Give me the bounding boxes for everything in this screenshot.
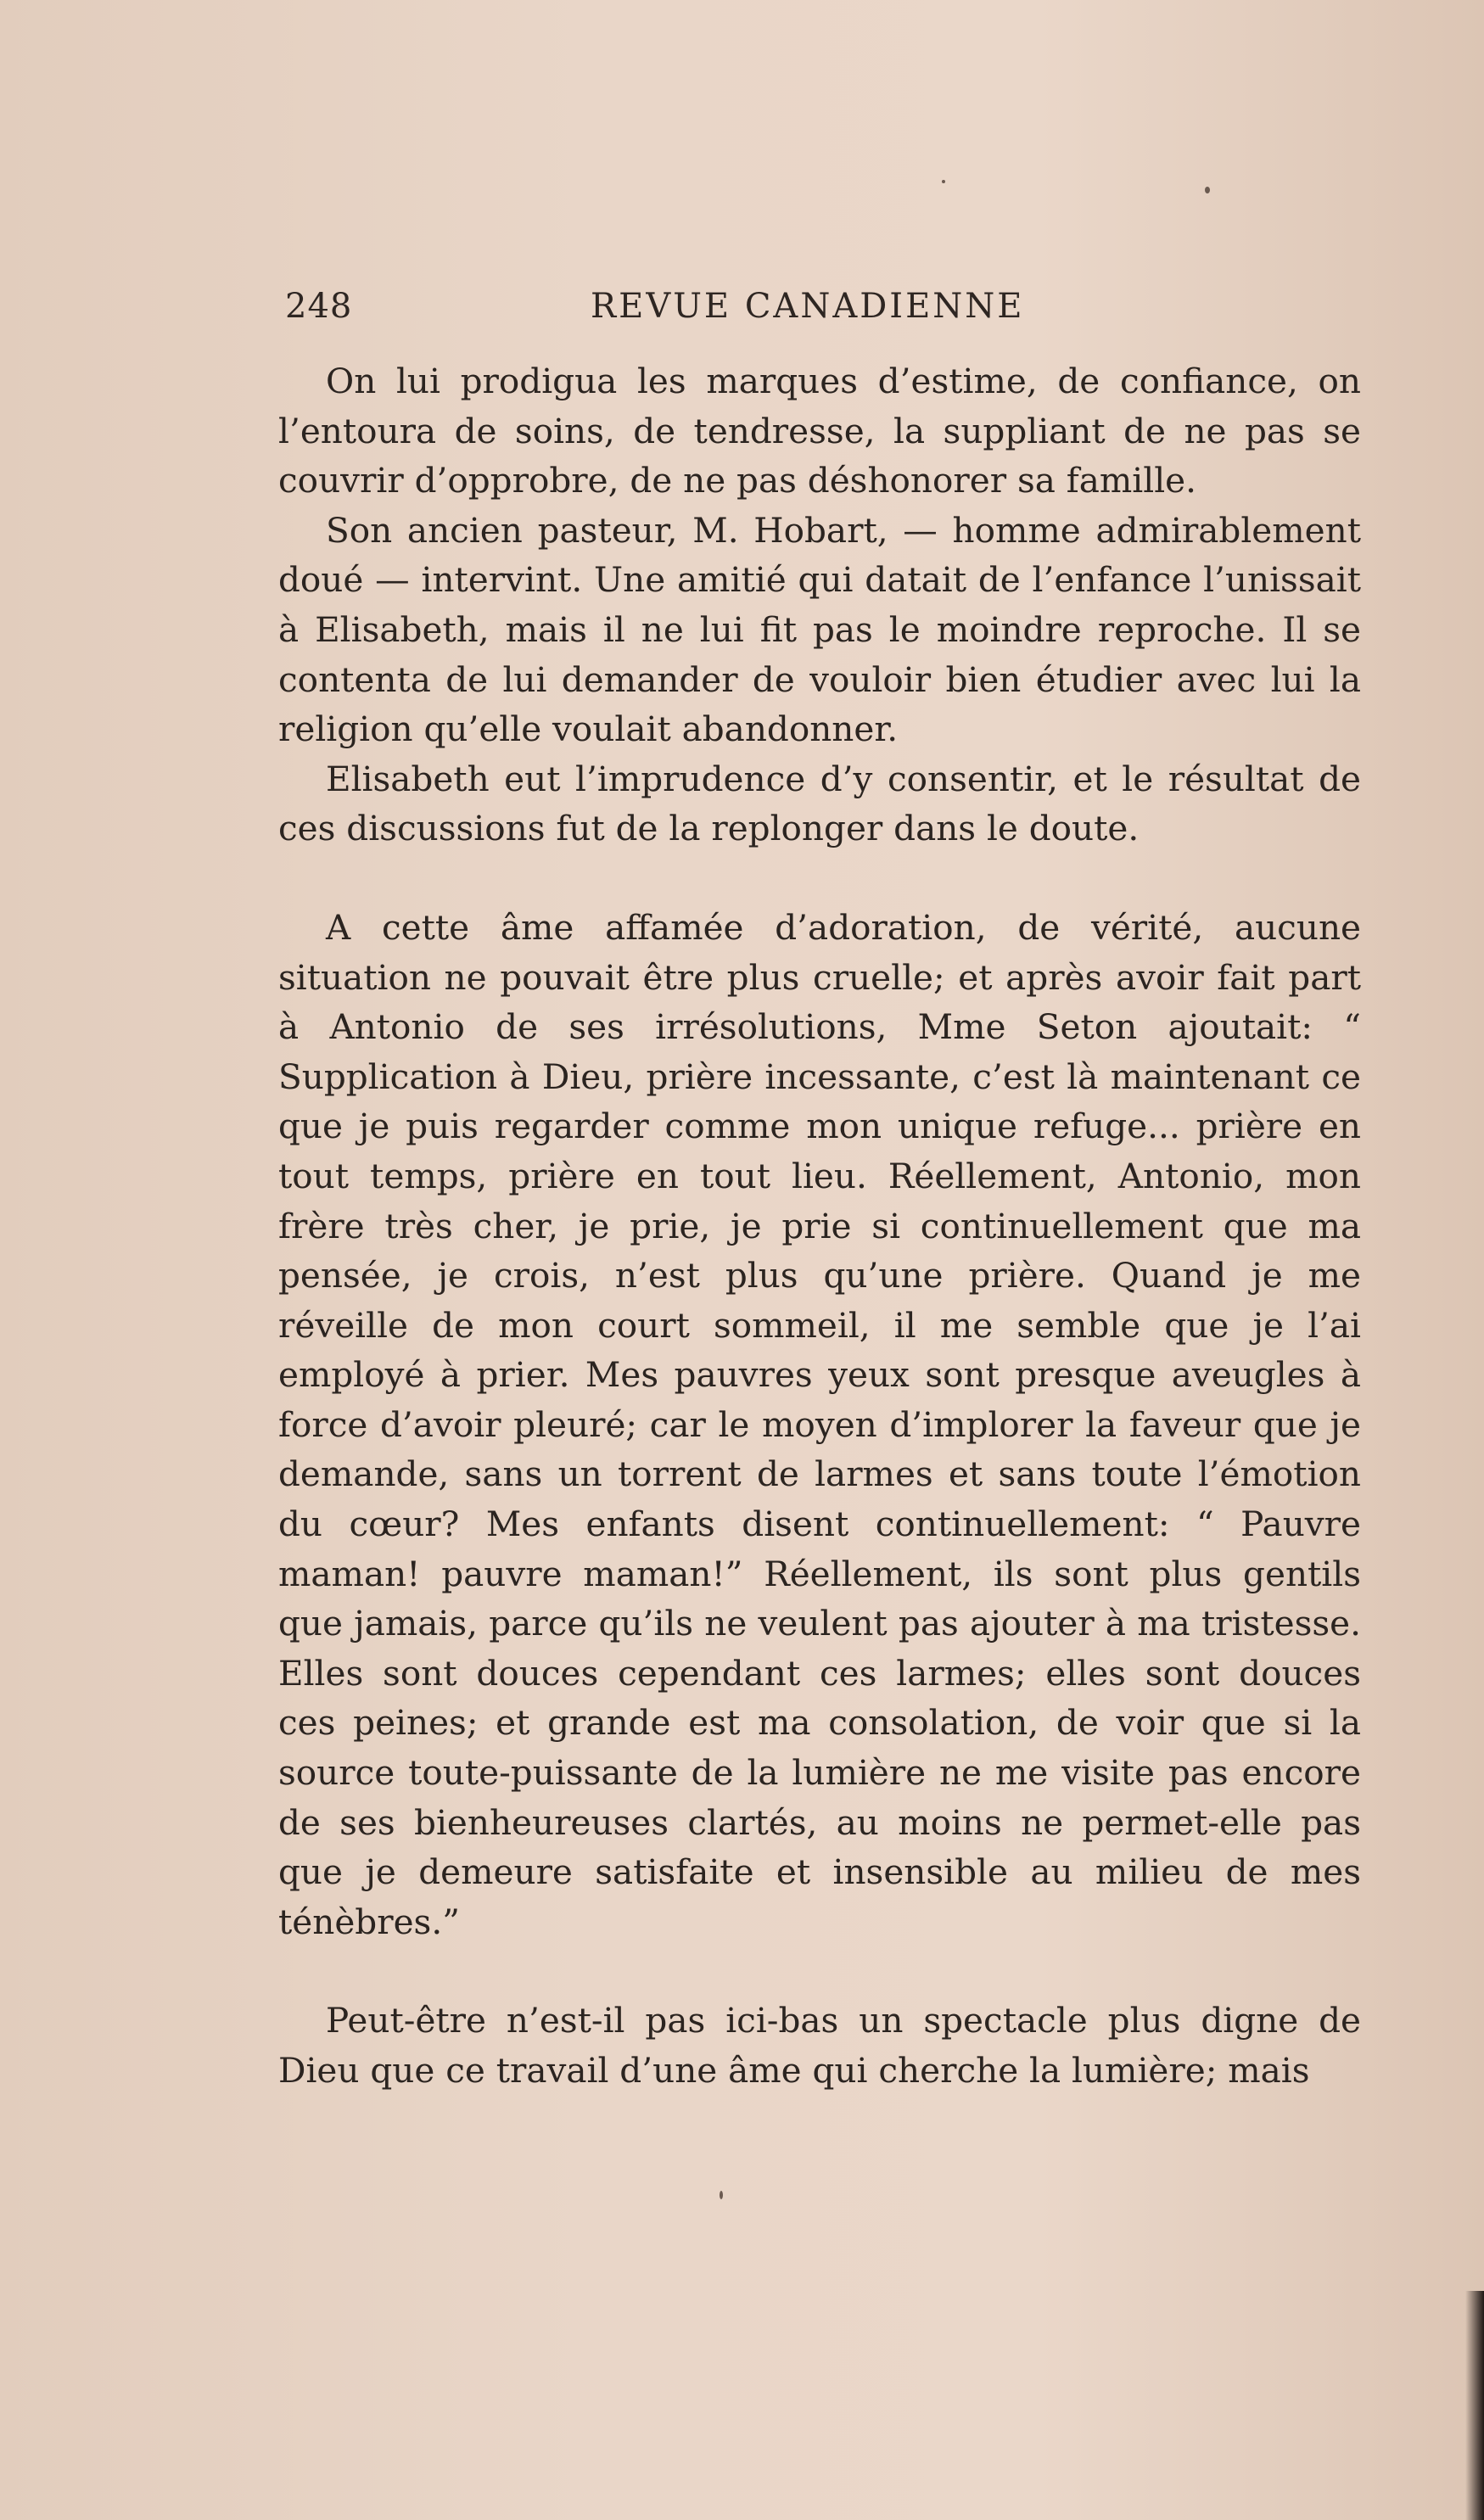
paper-speck [1205, 187, 1210, 193]
page-header [285, 287, 1361, 338]
running-title: REVUE CANADIENNE [591, 287, 1025, 326]
paragraph-4: A cette âme affamée d’adoration, de vérité, aucune situation ne pouvait être plus cruelle; et après avoir fait part à Antonio de ses irrésolutions, Mme Seton ajoutait: “ Supplication à Dieu, prière incessante, c’est là maintenant ce que je puis regarder comme mon unique refuge... prière en tout temps, prière en tout lieu. Réellement, Antonio, mon frère très cher, je prie, je prie si continuellement que ma pensée, je crois, n’est plus qu’une prière. Quand je me réveille de mon court sommeil, il me semble que je l’ai employé à prier. Mes pauvres yeux sont presque aveugles à force d’avoir pleuré; car le moyen d’implorer la faveur que je demande, sans un torrent de larmes et sans toute l’émotion du cœur? Mes enfants disent continuellement: “ Pauvre maman! pauvre maman!” Réellement, ils sont plus gentils que jamais, parce qu’ils ne veulent pas ajouter à ma tristesse. Elles sont douces cependant ces larmes; elles sont douces ces peines; et grande est ma consolation, de voir que si la source toute-puissante de la lumière ne me visite pas encore de ses bienheureuses clartés, au moins ne permet-elle pas que je demeure satisfaite et insensible au milieu de mes ténèbres.” [278, 906, 1361, 1942]
paragraph-5: Peut-être n’est-il pas ici-bas un spectacle plus digne de Dieu que ce travail d’une âme qui cherche la lumière; mais [278, 2000, 1361, 2091]
paragraph-2: Son ancien pasteur, M. Hobart, — homme admirablement doué — intervint. Une amitié qui datait de l’enfance l’unissait à Elisabeth, mais il ne lui fit pas le moindre reproche. Il se contenta de lui demander de vouloir bien étudier avec lui la religion qu’elle voulait abandonner. [278, 509, 1361, 750]
paper-speck [720, 2191, 723, 2199]
paragraph-1: On lui prodigua les marques d’estime, de confiance, on l’entoura de soins, de tendresse, la suppliant de ne pas se couvrir d’opprobre, de ne pas déshonorer sa famille. [278, 361, 1361, 501]
paragraph-3: Elisabeth eut l’imprudence d’y consentir, et le résultat de ces discussions fut de la replonger dans le doute. [278, 758, 1361, 849]
page-number: 248 [285, 287, 353, 326]
page-edge-shadow [1465, 2291, 1484, 2520]
paper-speck [942, 180, 945, 183]
body-text [278, 356, 1361, 2096]
